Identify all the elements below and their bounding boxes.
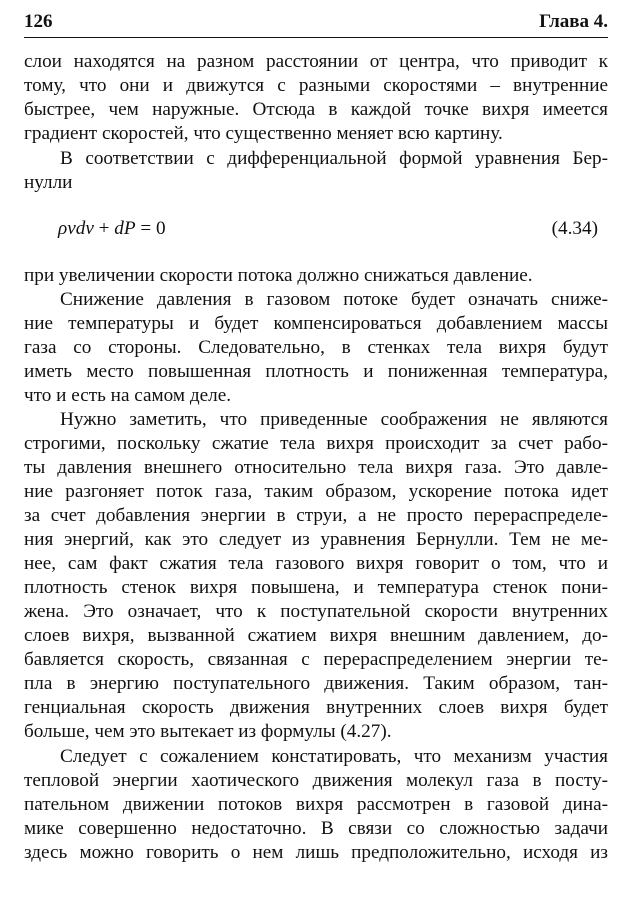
header-rule: [24, 37, 608, 38]
equation-number: (4.34): [551, 218, 598, 239]
text-line: плотность стенок вихря повышена, и температура стенок пони-: [24, 577, 608, 598]
equation-plus: +: [93, 218, 115, 239]
equation-dp: dP: [114, 218, 136, 239]
text-line: быстрее, чем наружные. Отсюда в каждой точке вихря имеется: [24, 99, 608, 120]
text-line: В соответствии с дифференциальной формой уравнения Бер-: [60, 148, 608, 169]
text-line: при увеличении скорости потока должно снижаться давление.: [24, 265, 533, 286]
equation-dv: dv: [75, 218, 94, 239]
text-line: мике совершенно недостаточно. В связи со сложностью задачи: [24, 818, 608, 839]
text-line: ние температуры и будет компенсироваться добавлением массы: [24, 313, 608, 334]
page-header: [24, 10, 608, 34]
text-line: пательном движении потоков вихря рассмотрен в газовой дина-: [24, 794, 608, 815]
text-line: больше, чем это вытекает из формулы (4.27).: [24, 721, 392, 742]
page-number: 126: [24, 11, 53, 32]
text-line: тому, что они и движутся с разными скоростями – внутренние: [24, 75, 608, 96]
text-line: иметь место повышенная плотность и пониженная температура,: [24, 361, 608, 382]
text-line: пла в энергию поступательного движения. Таким образом, тан-: [24, 673, 608, 694]
chapter-title: Глава 4.: [539, 11, 608, 32]
equation: [58, 217, 166, 241]
text-line: тепловой энергии хаотического движения молекул газа в посту-: [24, 770, 608, 791]
text-line: нее, сам факт сжатия тела газового вихря говорит о том, что и: [24, 553, 608, 574]
text-line: что и есть на самом деле.: [24, 385, 232, 406]
equation-rho-v: ρv: [58, 218, 76, 239]
text-line: Нужно заметить, что приведенные соображения не являются: [60, 409, 608, 430]
text-line: Следует с сожалением констатировать, что механизм участия: [60, 746, 608, 767]
text-line: Снижение давления в газовом потоке будет означать сниже-: [60, 289, 608, 310]
text-line: нулли: [24, 172, 73, 193]
text-line: слои находятся на разном расстоянии от центра, что приводит к: [24, 51, 608, 72]
text-line: газа со стороны. Следовательно, в стенках тела вихря будут: [24, 337, 608, 358]
text-line: слоев вихря, вызванной сжатием вихря внешним давлением, до-: [24, 625, 608, 646]
equation-equals-zero: = 0: [135, 218, 166, 239]
book-page: [24, 10, 608, 863]
text-line: за счет добавления энергии в струи, а не просто перераспределе-: [24, 505, 608, 526]
text-line: ты давления внешнего относительно тела вихря газа. Это давле-: [24, 457, 608, 478]
text-line: здесь можно говорить о нем лишь предположительно, исходя из: [24, 842, 608, 863]
text-line: ние разгоняет поток газа, таким образом, ускорение потока идет: [24, 481, 608, 502]
text-line: ния энергий, как это следует из уравнения Бернулли. Тем не ме-: [24, 529, 608, 550]
text-line: строгими, поскольку сжатие тела вихря происходит за счет рабо-: [24, 433, 608, 454]
text-line: жена. Это означает, что к поступательной скорости внутренних: [24, 601, 608, 622]
text-line: бавляется скорость, связанная с перераспределением энергии те-: [24, 649, 608, 670]
text-line: градиент скоростей, что существенно меняет всю картину.: [24, 123, 503, 144]
text-line: генциальная скорость движения внутренних слоев вихря будет: [24, 697, 608, 718]
